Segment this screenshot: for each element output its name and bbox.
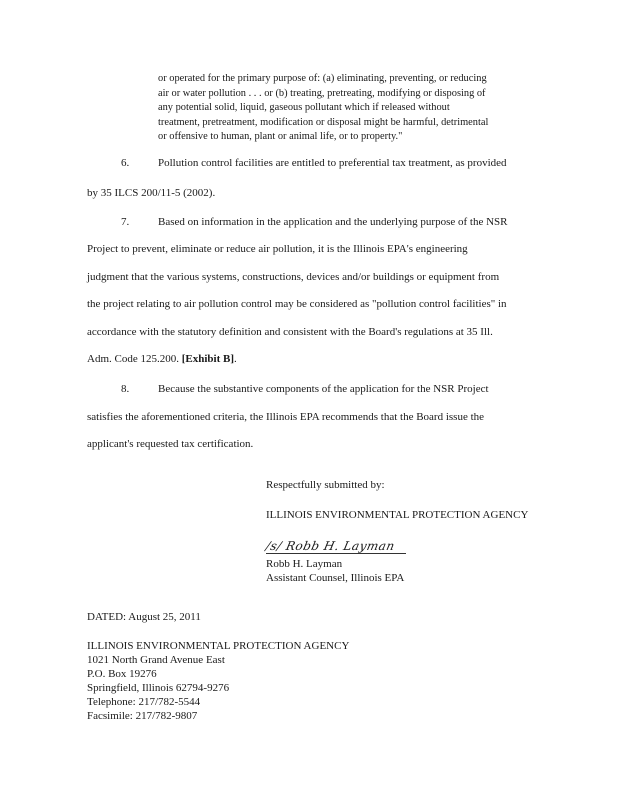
signature-text: /s/ Robb H. Layman [264,539,397,553]
paragraph-7-line: Project to prevent, eliminate or reduce air pollution, it is the Illinois EPA's engineering [87,243,468,255]
paragraph-7-line: the project relating to air pollution control may be considered as "pollution control facilities" in [87,298,507,310]
paragraph-number-8: 8. [121,383,130,395]
fax-line: Facsimile: 217/782-9807 [87,710,198,722]
paragraph-8-line: applicant's requested tax certification. [87,438,254,450]
quote-line: treatment, pretreatment, modification or disposal might be harmful, detrimental [158,116,489,128]
signature-line [266,553,406,554]
signer-title: Assistant Counsel, Illinois EPA [266,572,405,584]
paragraph-number-7: 7. [121,216,130,228]
paragraph-8-line: Because the substantive components of the application for the NSR Project [158,383,489,395]
paragraph-6-line: by 35 ILCS 200/11-5 (2002). [87,187,216,199]
paragraph-number-6: 6. [121,157,130,169]
phone-line: Telephone: 217/782-5544 [87,696,201,708]
quote-line: air or water pollution . . . or (b) treating, pretreating, modifying or disposing of [158,87,486,99]
paragraph-6-line: Pollution control facilities are entitled to preferential tax treatment, as provided [158,157,507,169]
address-line: Springfield, Illinois 62794-9276 [87,682,230,694]
address-line: 1021 North Grand Avenue East [87,654,225,666]
signatory-agency: ILLINOIS ENVIRONMENTAL PROTECTION AGENCY [266,509,529,521]
quote-line: or operated for the primary purpose of: (a) eliminating, preventing, or reducing [158,73,487,84]
paragraph-7-last-line [87,352,237,366]
quote-line: or offensive to human, plant or animal life, or to property." [158,131,403,143]
paragraph-7-line: judgment that the various systems, constructions, devices and/or buildings or equipment from [87,271,500,283]
signer-name: Robb H. Layman [266,558,343,570]
paragraph-7-line: Based on information in the application and the underlying purpose of the NSR [158,216,508,228]
statutory-quote [158,72,548,145]
paragraph-7-line: Adm. Code 125.200. [87,353,182,365]
quote-line: any potential solid, liquid, gaseous pollutant which if released without [158,102,450,114]
exhibit-reference: [Exhibit B] [181,353,234,365]
closing-line: Respectfully submitted by: [266,479,385,491]
sentence-end: . [234,353,237,365]
paragraph-8-line: satisfies the aforementioned criteria, the Illinois EPA recommends that the Board issue the [87,411,485,423]
paragraph-7-line: accordance with the statutory definition and consistent with the Board's regulations at 35 Ill. [87,326,493,338]
address-line: P.O. Box 19276 [87,668,157,680]
dated-line: DATED: August 25, 2011 [87,611,201,623]
address-line: ILLINOIS ENVIRONMENTAL PROTECTION AGENCY [87,640,350,652]
